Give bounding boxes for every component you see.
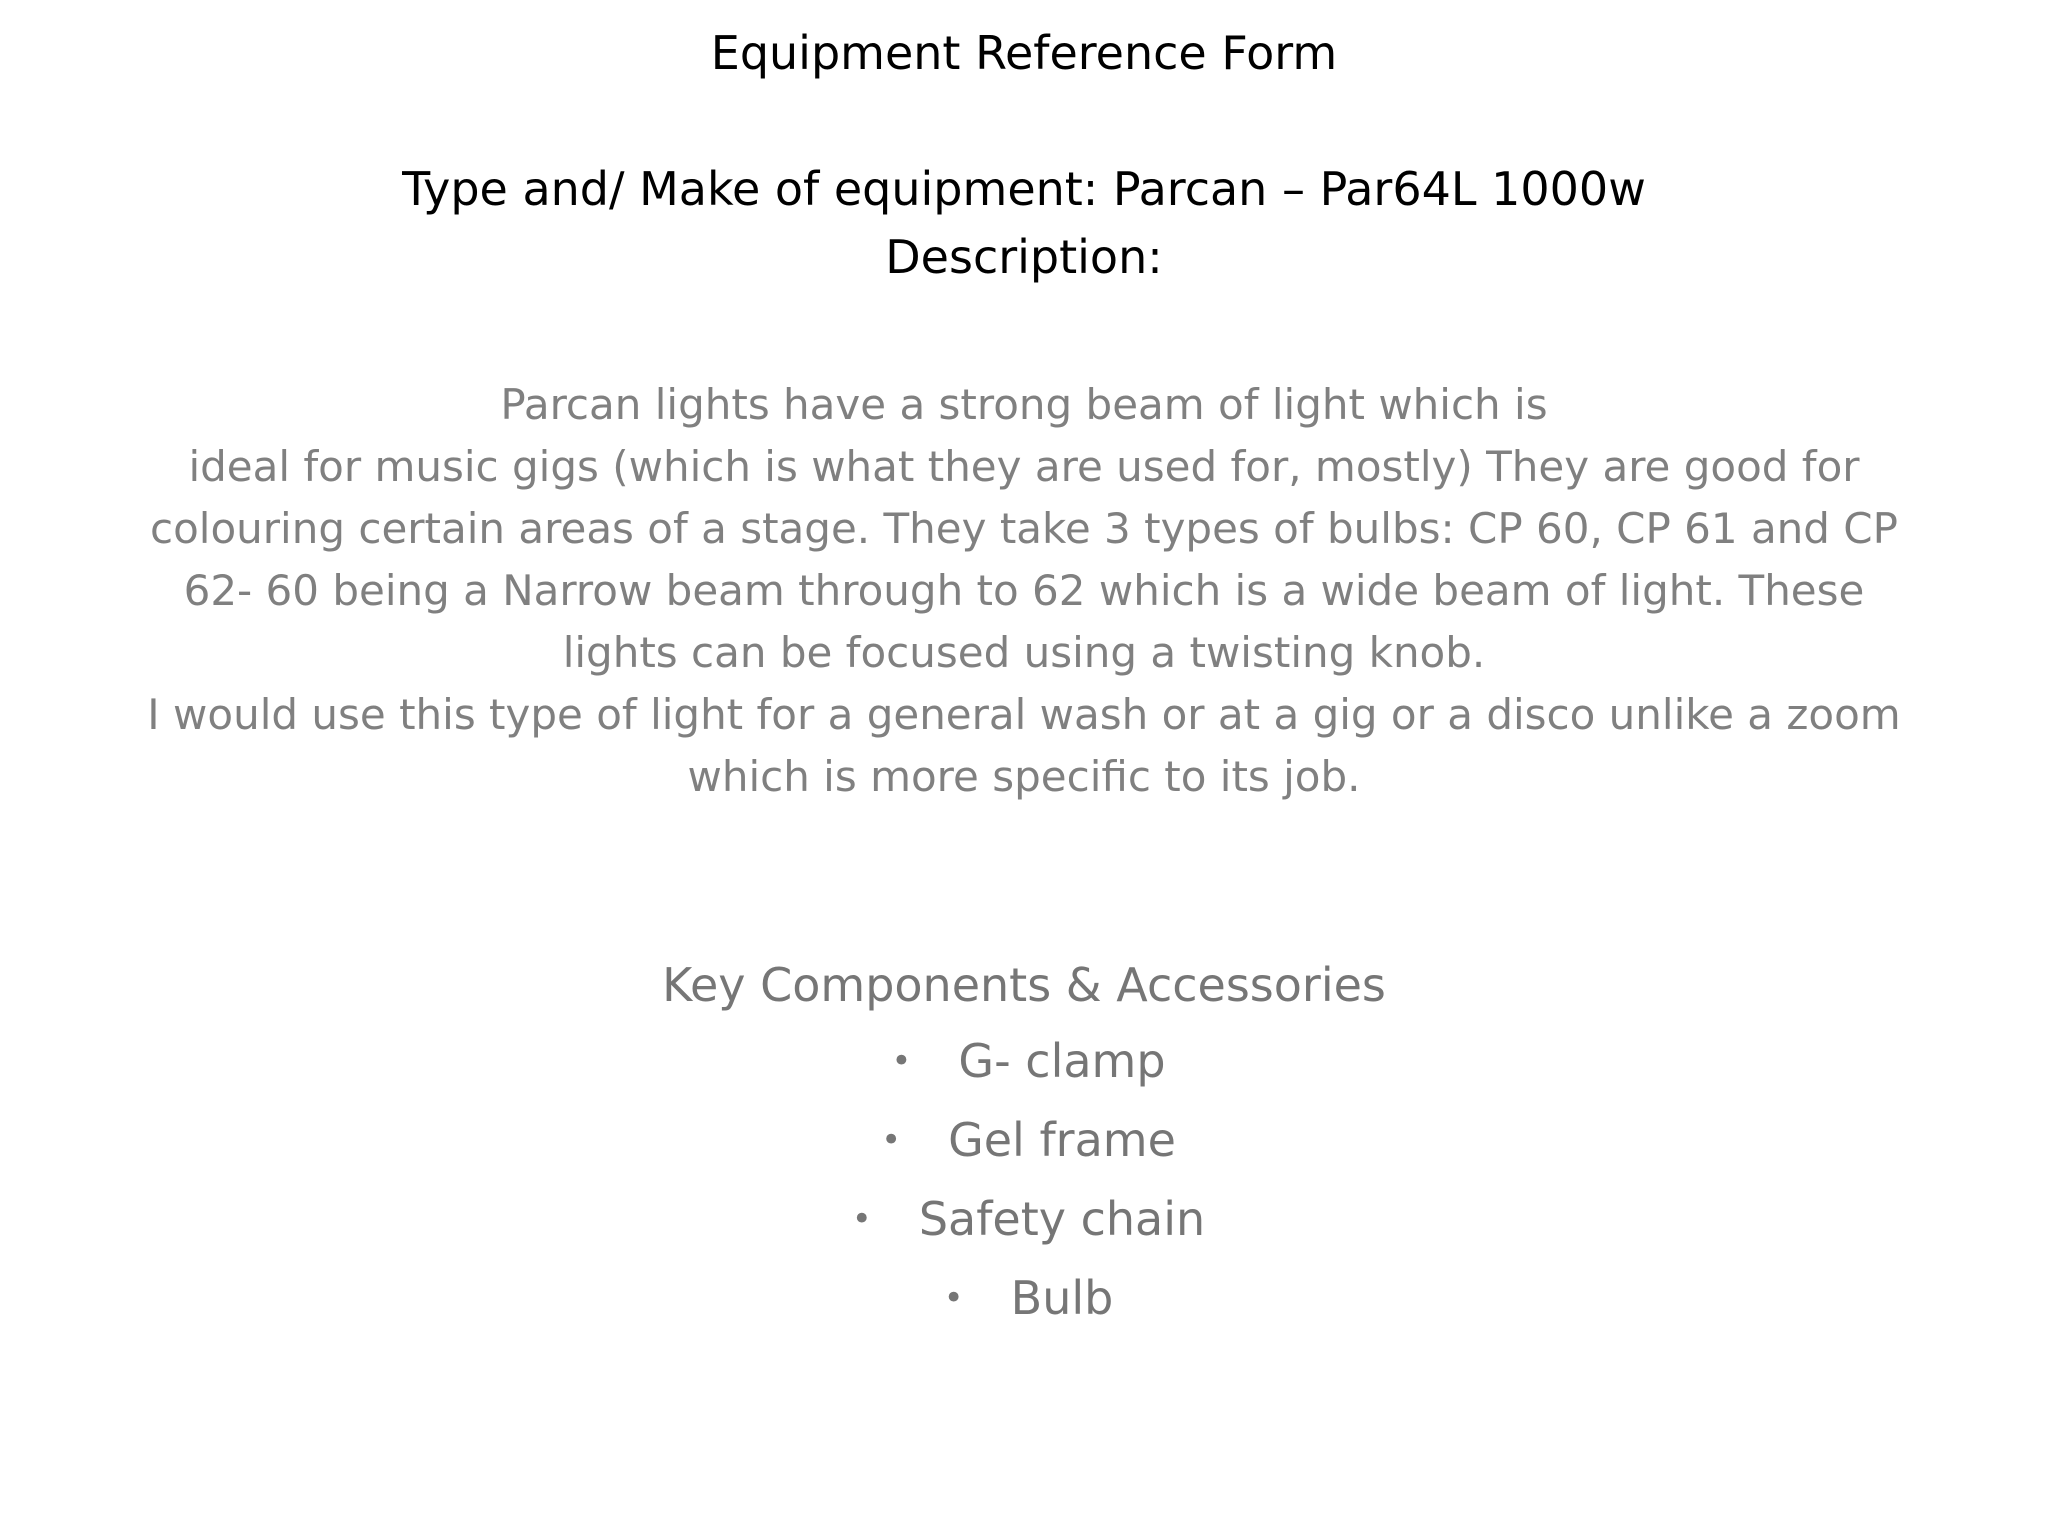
description-line: lights can be focused using a twisting knob.: [562, 628, 1486, 677]
description-line: 62- 60 being a Narrow beam through to 62 which is a wide beam of light. These: [183, 566, 1865, 615]
bullet-icon: •: [881, 1120, 902, 1160]
components-heading: Key Components & Accessories: [662, 958, 1386, 1012]
form-title: Equipment Reference Form: [710, 26, 1338, 80]
description-line: I would use this type of light for a general wash or at a gig or a disco unlike a zoom: [147, 690, 1901, 739]
bullet-icon: •: [891, 1041, 912, 1081]
description-line: colouring certain areas of a stage. They take 3 types of bulbs: CP 60, CP 61 and CP: [150, 504, 1898, 553]
description-body: [0, 374, 2048, 808]
list-item-label: Bulb: [1010, 1271, 1114, 1325]
bullet-icon: •: [851, 1199, 872, 1239]
components-list: [0, 1030, 2048, 1346]
list-item-label: Safety chain: [918, 1192, 1206, 1246]
description-line: ideal for music gigs (which is what they are used for, mostly) They are good for: [188, 442, 1860, 491]
description-line: Parcan lights have a strong beam of light which is: [500, 380, 1548, 429]
list-item: [0, 1188, 2048, 1267]
equipment-type-line: Type and/ Make of equipment: Parcan – Par64L 1000w: [402, 162, 1646, 216]
list-item-label: G- clamp: [958, 1034, 1166, 1088]
list-item: [0, 1109, 2048, 1188]
description-line: which is more specific to its job.: [687, 752, 1361, 801]
bullet-icon: •: [943, 1278, 964, 1318]
list-item: [0, 1267, 2048, 1346]
list-item-label: Gel frame: [948, 1113, 1176, 1167]
description-label: Description:: [885, 230, 1163, 284]
list-item: [0, 1030, 2048, 1109]
